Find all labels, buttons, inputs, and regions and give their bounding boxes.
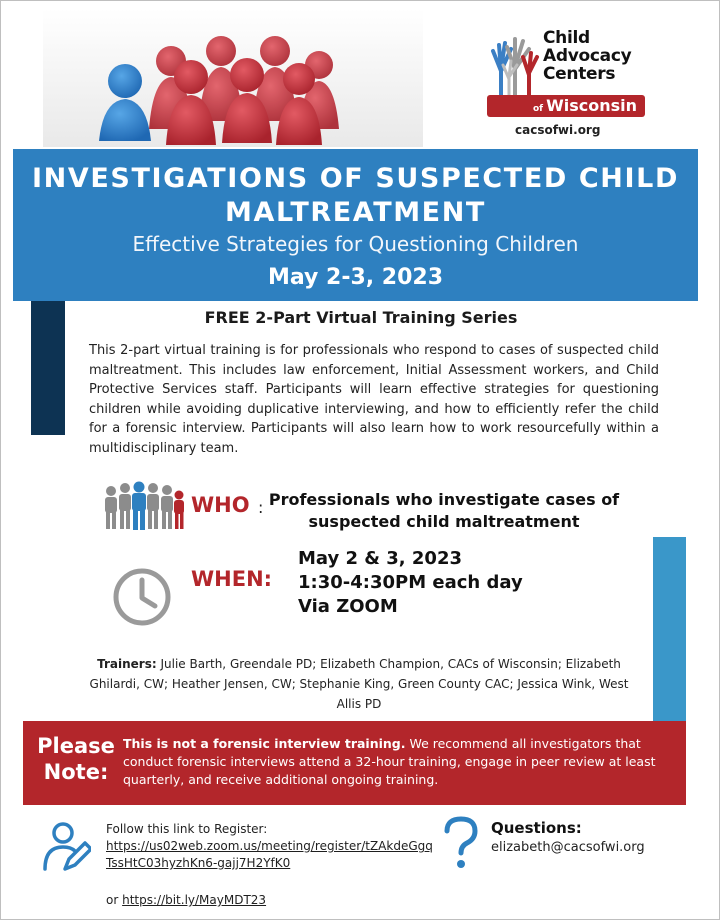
logo-text-wisconsin: Wisconsin	[546, 96, 637, 115]
please-note-bold: This is not a forensic interview training.	[123, 736, 406, 751]
register-link[interactable]: https://us02web.zoom.us/meeting/register/tZAkdeGgqTssHtC03hyzhKn6-gajj7H2YfK0	[106, 839, 433, 870]
who-label: WHO	[191, 493, 250, 517]
light-accent-bar	[653, 537, 686, 747]
questions-email[interactable]: elizabeth@cacsofwi.org	[491, 840, 645, 855]
please-note-label-line1: Please	[37, 734, 115, 758]
trainers-names: Julie Barth, Greendale PD; Elizabeth Champion, CACs of Wisconsin; Elizabeth Ghilardi, CW; Heather Jensen, CW; Stephanie King, Green County CAC; Jessica Wink, West Allis PD	[89, 657, 629, 711]
user-edit-icon	[41, 821, 91, 873]
register-or: or	[106, 893, 123, 907]
when-time: 1:30-4:30PM each day	[298, 572, 523, 593]
title-band	[13, 149, 698, 301]
register-label: Follow this link to Register:	[106, 822, 268, 836]
logo-text-child: Child	[543, 28, 590, 48]
please-note-box	[23, 721, 686, 805]
register-section	[106, 821, 436, 872]
clock-icon	[111, 566, 173, 628]
who-colon: :	[258, 498, 264, 517]
cac-wisconsin-logo	[479, 23, 669, 143]
hero-image-people-figures	[43, 9, 423, 147]
training-dates: May 2-3, 2023	[267, 265, 444, 290]
register-short-link[interactable]: https://bit.ly/MayMDT23	[122, 893, 267, 907]
who-description: Professionals who investigate cases of suspected child maltreatment	[268, 490, 620, 531]
page-subtitle: Effective Strategies for Questioning Children	[132, 232, 579, 256]
when-date: May 2 & 3, 2023	[298, 548, 462, 569]
when-location: Via ZOOM	[298, 596, 398, 617]
series-heading: FREE 2-Part Virtual Training Series	[204, 308, 518, 327]
please-note-body: We recommend all investigators that conduct forensic interviews attend a 32-hour training, engage in peer review at least quarterly, and receive additional ongoing training.	[123, 736, 656, 787]
people-group-icon	[101, 481, 185, 533]
logo-text-advocacy: Advocacy	[543, 46, 632, 66]
logo-text-centers: Centers	[543, 64, 616, 84]
please-note-label-line2: Note:	[43, 760, 109, 784]
register-short	[106, 893, 266, 907]
trainers-list	[79, 654, 639, 714]
page-title: INVESTIGATIONS OF SUSPECTED CHILD MALTREATMENT	[32, 163, 679, 228]
trainers-label: Trainers:	[97, 657, 157, 671]
when-label: WHEN:	[191, 567, 273, 591]
please-note-label	[31, 733, 121, 785]
logo-wisconsin-bar	[487, 95, 645, 117]
please-note-text	[123, 735, 663, 789]
when-details	[298, 547, 523, 619]
intro-paragraph: This 2-part virtual training is for professionals who respond to cases of suspected child maltreatment. This includes law enforcement, Initial Assessment workers, and Child Protective Services staff. Participants will learn effective strategies for questioning children while avoiding duplicative interviewing, and how to efficiently refer the child for a forensic interview. Participants will also learn how to work resourcefully within a multidisciplinary team.	[89, 343, 659, 456]
logo-url: cacsofwi.org	[515, 123, 601, 137]
logo-text-of: of	[532, 104, 544, 114]
questions-title: Questions:	[491, 819, 582, 837]
question-mark-icon	[441, 815, 481, 871]
